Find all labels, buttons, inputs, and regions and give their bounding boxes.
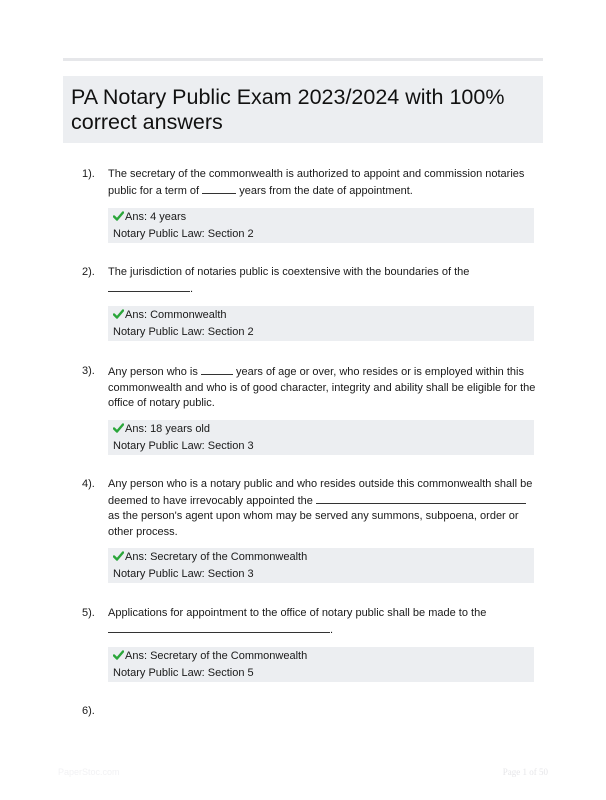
answer-blank [108,622,330,633]
question-number: 6). [82,705,95,717]
question-number: 1). [82,168,95,180]
answer-reference: Notary Public Law: Section 2 [113,227,254,240]
answer-blank [108,281,190,292]
answer-reference: Notary Public Law: Section 3 [113,567,254,580]
check-icon [113,423,125,439]
answer-text: Ans: Secretary of the Commonwealth [125,650,308,662]
question-number: 3). [82,365,95,377]
answer-blank [201,364,233,375]
answer-text: Ans: Commonwealth [125,309,227,321]
question-number: 4). [82,478,95,490]
answer-box-2 [108,306,534,341]
question-number: 5). [82,607,95,619]
check-icon [113,650,125,666]
footer-page-number: Page 1 of 50 [502,767,548,777]
answer-reference: Notary Public Law: Section 3 [113,439,254,452]
question-number: 2). [82,266,95,278]
answer-reference: Notary Public Law: Section 2 [113,325,254,338]
question-text: The secretary of the commonwealth is authorized to appoint and commission notaries public for a term of years from the date of appointment. [108,168,525,197]
question-text: The jurisdiction of notaries public is coextensive with the boundaries of the . [108,266,470,295]
check-icon [113,309,125,325]
answer-box-3 [108,420,534,455]
answer-reference: Notary Public Law: Section 5 [113,666,254,679]
answer-text: Ans: 18 years old [125,423,210,435]
page-title: PA Notary Public Exam 2023/2024 with 100% correct answers [71,85,505,134]
header-rule [63,58,543,61]
answer-box-1 [108,208,534,243]
question-text: Any person who is years of age or over, who resides or is employed within this commonwealth and who is of good character, integrity and ability shall be eligible for the office of notary public. [108,366,536,409]
check-icon [113,211,125,227]
footer-site: PaperStoc.com [58,767,120,777]
answer-blank [202,183,236,194]
answer-text: Ans: Secretary of the Commonwealth [125,551,308,563]
title-box [63,76,543,143]
check-icon [113,551,125,567]
question-text: Applications for appointment to the office of notary public shall be made to the . [108,607,487,636]
answer-box-5 [108,647,534,682]
answer-text: Ans: 4 years [125,211,187,223]
question-text: Any person who is a notary public and who resides outside this commonwealth shall be deemed to have irrevocably appointed the as the person's agent upon whom may be served any summons, subpoena, order or other process. [108,478,533,538]
answer-box-4 [108,548,534,583]
answer-blank [316,493,526,504]
